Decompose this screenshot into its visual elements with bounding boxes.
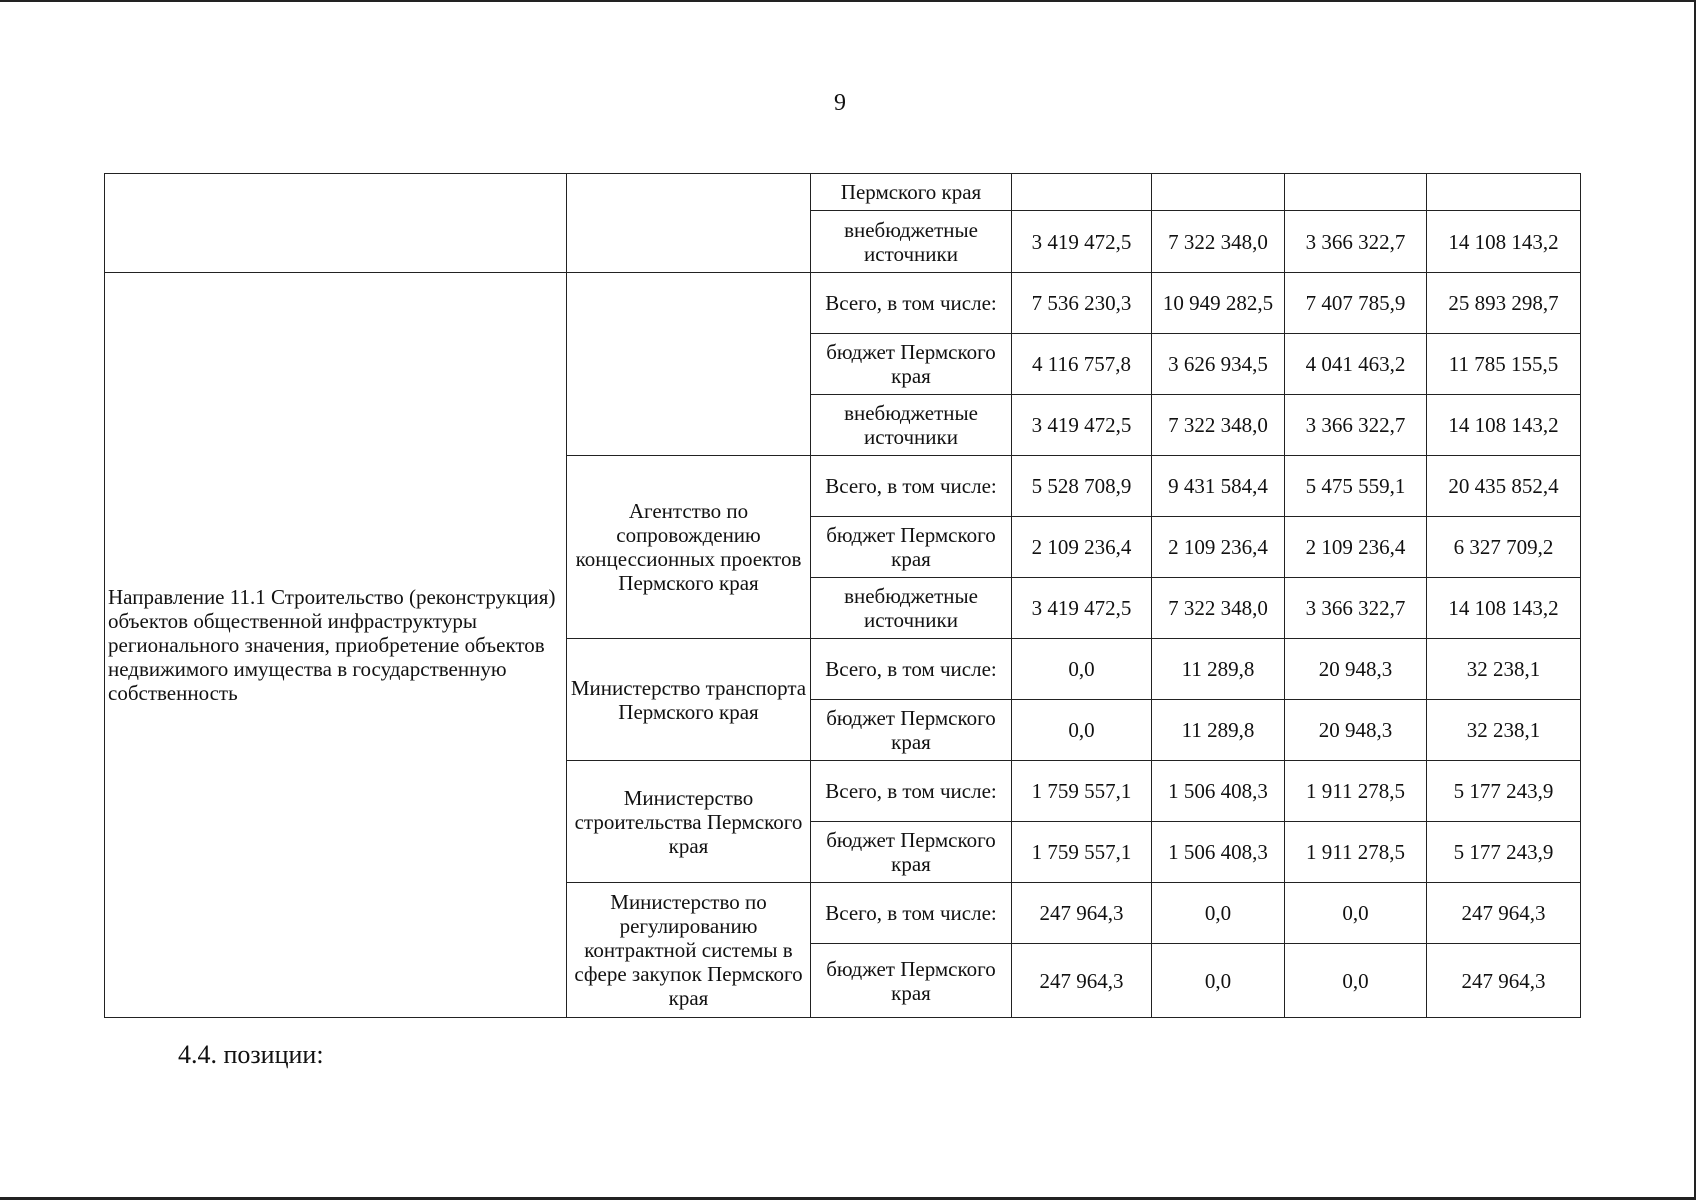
value-cell: 3 626 934,5: [1152, 334, 1285, 395]
source-cell: бюджет Пермского края: [811, 334, 1012, 395]
source-cell: внебюджетные источники: [811, 211, 1012, 273]
value-cell: 14 108 143,2: [1427, 211, 1581, 273]
value-cell: 14 108 143,2: [1427, 578, 1581, 639]
value-cell: 3 366 322,7: [1285, 395, 1427, 456]
value-cell: 7 536 230,3: [1012, 273, 1152, 334]
value-cell: 32 238,1: [1427, 700, 1581, 761]
value-cell: [1152, 174, 1285, 211]
value-cell: [1285, 174, 1427, 211]
value-cell: 11 289,8: [1152, 639, 1285, 700]
value-cell: 0,0: [1152, 944, 1285, 1018]
value-cell: 4 116 757,8: [1012, 334, 1152, 395]
value-cell: [1012, 174, 1152, 211]
source-cell: бюджет Пермского края: [811, 944, 1012, 1018]
value-cell: 7 407 785,9: [1285, 273, 1427, 334]
value-cell: 247 964,3: [1012, 944, 1152, 1018]
value-cell: 247 964,3: [1427, 883, 1581, 944]
table-row: [105, 174, 1581, 211]
source-cell: Всего, в том числе:: [811, 883, 1012, 944]
value-cell: 25 893 298,7: [1427, 273, 1581, 334]
source-cell: внебюджетные источники: [811, 395, 1012, 456]
financing-table: [104, 173, 1581, 1018]
value-cell: 20 948,3: [1285, 639, 1427, 700]
source-cell: Всего, в том числе:: [811, 273, 1012, 334]
value-cell: 1 759 557,1: [1012, 761, 1152, 822]
value-cell: [1427, 174, 1581, 211]
value-cell: 3 366 322,7: [1285, 578, 1427, 639]
executor-cell: [567, 174, 811, 273]
direction-cell: Направление 11.1 Строительство (реконструкция) объектов общественной инфраструктуры регионального значения, приобретение объектов недвижимого имущества в государственную собственность: [105, 273, 567, 1018]
value-cell: 11 785 155,5: [1427, 334, 1581, 395]
source-cell: внебюджетные источники: [811, 578, 1012, 639]
value-cell: 6 327 709,2: [1427, 517, 1581, 578]
value-cell: 1 911 278,5: [1285, 822, 1427, 883]
value-cell: 32 238,1: [1427, 639, 1581, 700]
value-cell: 3 419 472,5: [1012, 578, 1152, 639]
executor-cell: Агентство по сопровождению концессионных проектов Пермского края: [567, 456, 811, 639]
value-cell: 20 435 852,4: [1427, 456, 1581, 517]
value-cell: 1 506 408,3: [1152, 761, 1285, 822]
source-cell: бюджет Пермского края: [811, 822, 1012, 883]
value-cell: 9 431 584,4: [1152, 456, 1285, 517]
source-cell: бюджет Пермского края: [811, 517, 1012, 578]
value-cell: 0,0: [1012, 700, 1152, 761]
executor-cell: Министерство строительства Пермского края: [567, 761, 811, 883]
source-cell: Пермского края: [811, 174, 1012, 211]
section-heading: 4.4. позиции:: [178, 1040, 324, 1069]
value-cell: 0,0: [1152, 883, 1285, 944]
value-cell: 5 177 243,9: [1427, 822, 1581, 883]
value-cell: 1 506 408,3: [1152, 822, 1285, 883]
source-cell: Всего, в том числе:: [811, 456, 1012, 517]
source-cell: бюджет Пермского края: [811, 700, 1012, 761]
value-cell: 2 109 236,4: [1285, 517, 1427, 578]
source-cell: Всего, в том числе:: [811, 761, 1012, 822]
executor-cell: [567, 273, 811, 456]
value-cell: 247 964,3: [1012, 883, 1152, 944]
value-cell: 0,0: [1285, 883, 1427, 944]
source-cell: Всего, в том числе:: [811, 639, 1012, 700]
page-number: 9: [834, 90, 846, 116]
value-cell: 3 419 472,5: [1012, 211, 1152, 273]
value-cell: 1 759 557,1: [1012, 822, 1152, 883]
table-row: [105, 273, 1581, 334]
value-cell: 7 322 348,0: [1152, 395, 1285, 456]
value-cell: 0,0: [1285, 944, 1427, 1018]
value-cell: 11 289,8: [1152, 700, 1285, 761]
value-cell: 247 964,3: [1427, 944, 1581, 1018]
value-cell: 5 475 559,1: [1285, 456, 1427, 517]
value-cell: 2 109 236,4: [1152, 517, 1285, 578]
executor-cell: Министерство по регулированию контрактной системы в сфере закупок Пермского края: [567, 883, 811, 1018]
value-cell: 0,0: [1012, 639, 1152, 700]
value-cell: 3 419 472,5: [1012, 395, 1152, 456]
value-cell: 4 041 463,2: [1285, 334, 1427, 395]
value-cell: 5 528 708,9: [1012, 456, 1152, 517]
value-cell: 3 366 322,7: [1285, 211, 1427, 273]
value-cell: 1 911 278,5: [1285, 761, 1427, 822]
scan-edge-top: [0, 0, 1696, 2]
value-cell: 7 322 348,0: [1152, 578, 1285, 639]
value-cell: 14 108 143,2: [1427, 395, 1581, 456]
direction-cell: [105, 174, 567, 273]
value-cell: 20 948,3: [1285, 700, 1427, 761]
value-cell: 7 322 348,0: [1152, 211, 1285, 273]
value-cell: 2 109 236,4: [1012, 517, 1152, 578]
value-cell: 5 177 243,9: [1427, 761, 1581, 822]
executor-cell: Министерство транспорта Пермского края: [567, 639, 811, 761]
value-cell: 10 949 282,5: [1152, 273, 1285, 334]
